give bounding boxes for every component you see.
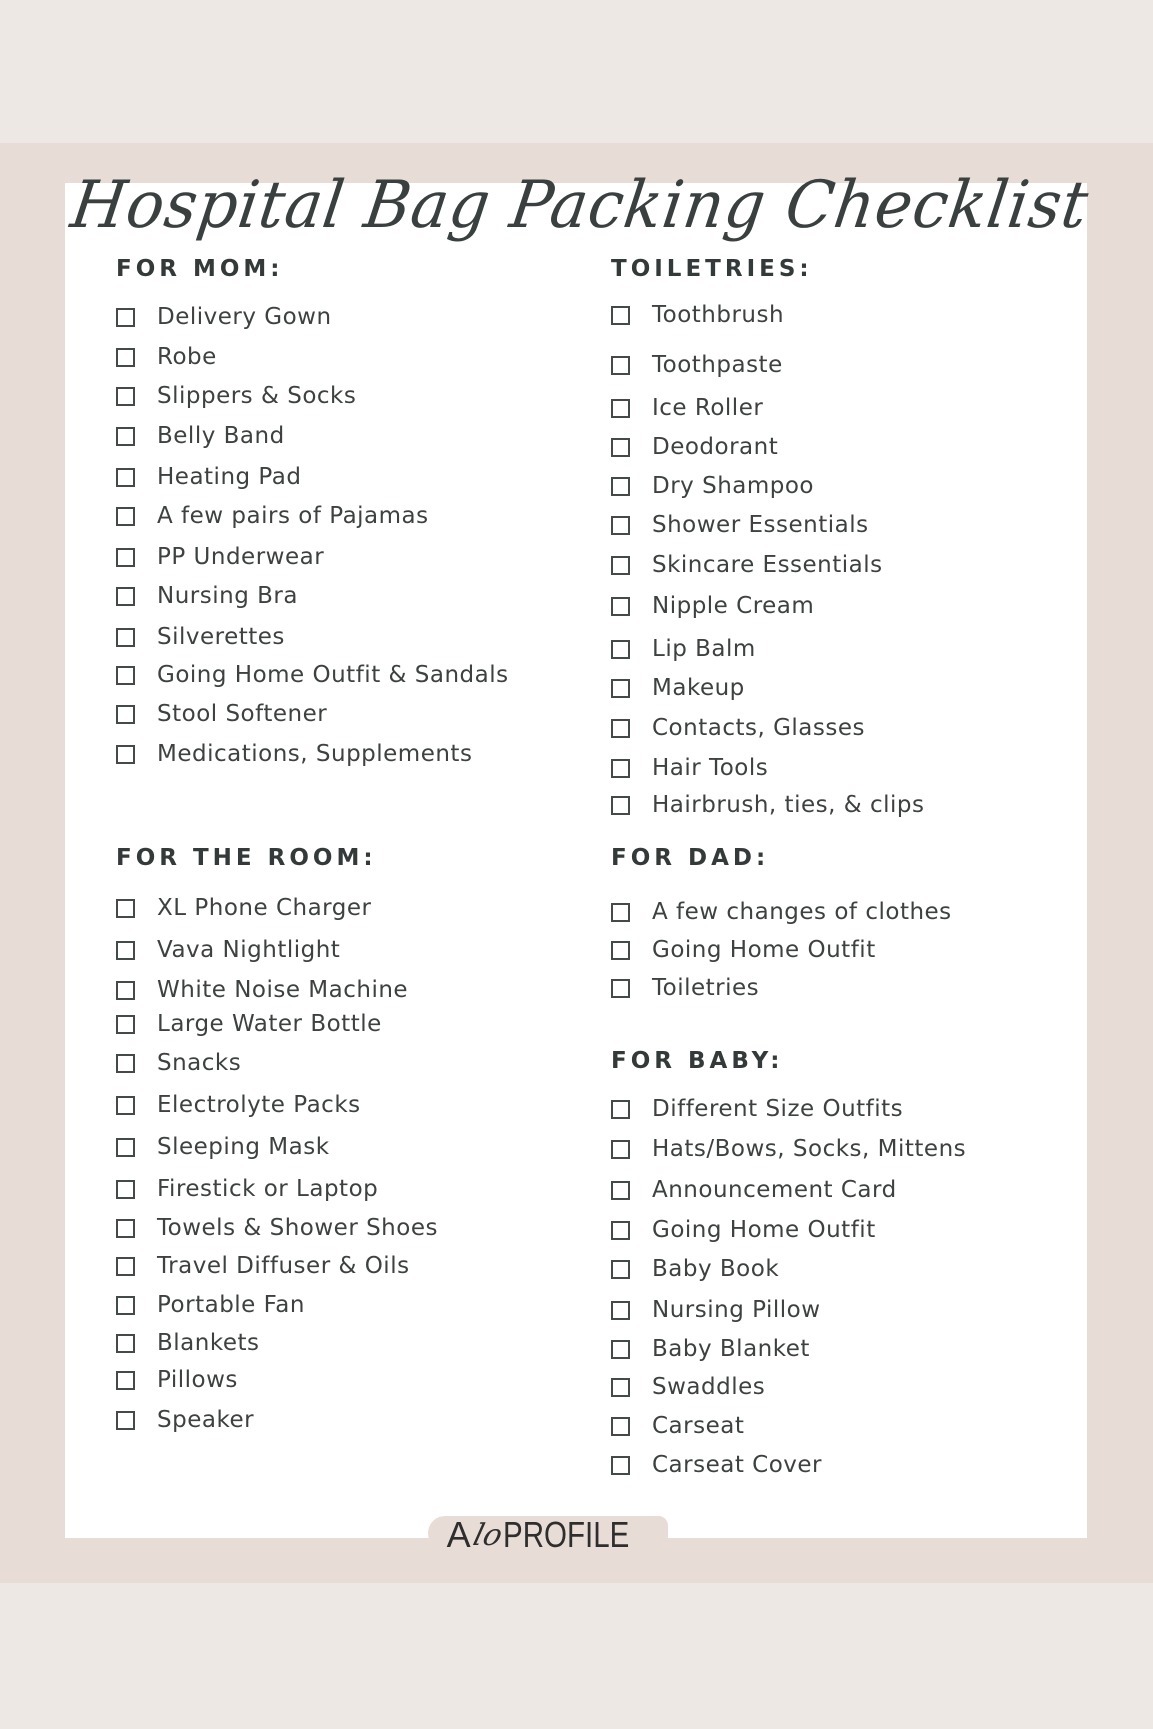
checklist-item-label: Belly Band [157,423,285,449]
checklist-item-label: Swaddles [652,1374,766,1400]
checkbox-icon[interactable] [116,1096,135,1115]
checklist-item-label: Ice Roller [652,395,764,421]
checklist-item-label: Silverettes [157,624,285,650]
checkbox-icon[interactable] [611,903,630,922]
checkbox-icon[interactable] [116,1219,135,1238]
section-heading-for-mom: FOR MOM: [116,256,284,282]
checklist-item-label: Large Water Bottle [157,1011,382,1037]
section-heading-for-dad: FOR DAD: [611,845,770,871]
checklist-item[interactable] [611,897,952,927]
checklist-item[interactable] [116,1132,330,1162]
checklist-item[interactable] [611,1175,897,1205]
logo-letter-a: A [446,1514,472,1555]
checkbox-icon[interactable] [611,438,630,457]
checkbox-icon[interactable] [611,979,630,998]
checklist-item-label: Contacts, Glasses [652,715,865,741]
checkbox-icon[interactable] [116,548,135,567]
checkbox-icon[interactable] [611,796,630,815]
checklist-item[interactable] [611,1411,744,1441]
checkbox-icon[interactable] [116,1054,135,1073]
checklist-item-label: Hats/Bows, Socks, Mittens [652,1136,967,1162]
checkbox-icon[interactable] [116,1138,135,1157]
checkbox-icon[interactable] [611,1340,630,1359]
checklist-item-label: Nipple Cream [652,593,815,619]
checkbox-icon[interactable] [116,1180,135,1199]
checkbox-icon[interactable] [116,981,135,1000]
checklist-item[interactable] [116,1009,382,1039]
checkbox-icon[interactable] [116,387,135,406]
checklist-item[interactable] [116,1048,241,1078]
checkbox-icon[interactable] [611,306,630,325]
checklist-item[interactable] [116,1251,410,1281]
checkbox-icon[interactable] [116,1334,135,1353]
checklist-item-label: Dry Shampoo [652,473,815,499]
checkbox-icon[interactable] [611,516,630,535]
checkbox-icon[interactable] [611,1260,630,1279]
checklist-item[interactable] [611,1334,810,1364]
checkbox-icon[interactable] [116,1257,135,1276]
checkbox-icon[interactable] [116,666,135,685]
checklist-item-label: Pillows [157,1367,238,1393]
logo-script-lo: lo [469,1517,506,1553]
checklist-item[interactable] [611,1254,779,1284]
logo-wordmark-profile: PROFILE [503,1514,630,1555]
checklist-item-label: A few changes of clothes [652,899,952,925]
checkbox-icon[interactable] [116,941,135,960]
checkbox-icon[interactable] [611,759,630,778]
checkbox-icon[interactable] [116,745,135,764]
section-heading-for-baby: FOR BABY: [611,1048,784,1074]
checklist-item[interactable] [116,342,217,372]
checklist-item-label: Travel Diffuser & Oils [157,1253,410,1279]
checklist-item[interactable] [611,935,876,965]
checklist-item-label: Speaker [157,1407,255,1433]
checklist-item[interactable] [116,501,429,531]
checklist-item[interactable] [611,350,783,380]
checkbox-icon[interactable] [116,1296,135,1315]
checklist-item[interactable] [611,393,763,423]
checklist-item[interactable] [116,581,298,611]
checklist-item[interactable] [611,432,778,462]
checklist-item-label: Snacks [157,1050,242,1076]
checklist-item[interactable] [611,1295,821,1325]
checklist-item-label: Lip Balm [652,636,756,662]
checklist-item[interactable] [611,1450,822,1480]
checklist-item[interactable] [611,550,883,580]
checklist-item[interactable] [116,1090,361,1120]
checkbox-icon[interactable] [611,1221,630,1240]
checkbox-icon[interactable] [611,640,630,659]
checklist-item-label: Towels & Shower Shoes [157,1215,438,1241]
checklist-item-label: XL Phone Charger [157,895,372,921]
checklist-item-label: Hair Tools [652,755,769,781]
checklist-item-label: Baby Blanket [652,1336,810,1362]
checklist-item[interactable] [116,975,408,1005]
checklist-item[interactable] [116,421,285,451]
checkbox-icon[interactable] [116,705,135,724]
checklist-item-label: Electrolyte Packs [157,1092,361,1118]
checklist-item[interactable] [611,634,756,664]
checklist-item-label: Portable Fan [157,1292,305,1318]
checklist-item[interactable] [611,1215,876,1245]
checkbox-icon[interactable] [611,1301,630,1320]
checklist-item[interactable] [116,699,327,729]
checkbox-icon[interactable] [611,941,630,960]
checkbox-icon[interactable] [116,1411,135,1430]
checklist-item-label: Different Size Outfits [652,1096,904,1122]
checkbox-icon[interactable] [611,1140,630,1159]
checklist-item-label: Makeup [652,675,745,701]
checkbox-icon[interactable] [611,597,630,616]
checkbox-icon[interactable] [116,468,135,487]
checklist-item[interactable] [611,753,768,783]
checklist-item-label: Heating Pad [157,464,302,490]
checklist-item-label: Toothbrush [652,302,785,328]
checkbox-icon[interactable] [611,1456,630,1475]
checklist-item-label: Medications, Supplements [157,741,473,767]
checkbox-icon[interactable] [611,356,630,375]
checklist-item[interactable] [116,660,509,690]
section-heading-toiletries: TOILETRIES: [611,256,813,282]
checklist-item-label: Carseat Cover [652,1452,823,1478]
checklist-item[interactable] [611,1372,765,1402]
checklist-item-label: Announcement Card [652,1177,897,1203]
checklist-item[interactable] [116,1174,378,1204]
checklist-item-label: Vava Nightlight [157,937,341,963]
checkbox-icon[interactable] [116,587,135,606]
checklist-item-label: Going Home Outfit [652,937,876,963]
checkbox-icon[interactable] [116,1015,135,1034]
checklist-item[interactable] [116,739,472,769]
checkbox-icon[interactable] [116,308,135,327]
checklist-item-label: Baby Book [652,1256,780,1282]
checkbox-icon[interactable] [611,477,630,496]
checklist-item-label: Toiletries [652,975,760,1001]
checklist-item-label: Hairbrush, ties, & clips [652,792,925,818]
checkbox-icon[interactable] [116,899,135,918]
checklist-item-label: A few pairs of Pajamas [157,503,429,529]
checkbox-icon[interactable] [611,399,630,418]
checklist-item-label: Delivery Gown [157,304,332,330]
checklist-item[interactable] [611,1134,966,1164]
checklist-item[interactable] [116,1365,238,1395]
checkbox-icon[interactable] [611,1378,630,1397]
checklist-item-label: Slippers & Socks [157,383,357,409]
checklist-item-label: Nursing Bra [157,583,298,609]
page-title: Hospital Bag Packing Checklist [66,166,1094,243]
checklist-item-label: Going Home Outfit [652,1217,876,1243]
checkbox-icon[interactable] [116,628,135,647]
checklist-item-label: Nursing Pillow [652,1297,821,1323]
checklist-item[interactable] [611,790,924,820]
checklist-item[interactable] [116,622,285,652]
checklist-item-label: Skincare Essentials [652,552,883,578]
checklist-item[interactable] [611,713,865,743]
checklist-item-label: Robe [157,344,217,370]
checkbox-icon[interactable] [611,679,630,698]
section-heading-for-the-room: FOR THE ROOM: [116,845,377,871]
checkbox-icon[interactable] [611,719,630,738]
checklist-item[interactable] [116,462,301,492]
checklist-item[interactable] [611,673,745,703]
checklist-item[interactable] [116,893,371,923]
checkbox-icon[interactable] [611,1417,630,1436]
checklist-item-label: Toothpaste [652,352,783,378]
checklist-item[interactable] [116,1213,438,1243]
checklist-item-label: PP Underwear [157,544,325,570]
alo-profile-logo [432,1510,672,1560]
checklist-item-label: White Noise Machine [157,977,409,1003]
checklist-item[interactable] [116,542,324,572]
checklist-item[interactable] [116,302,332,332]
checklist-item[interactable] [611,510,869,540]
checklist-item-label: Blankets [157,1330,260,1356]
checklist-item-label: Stool Softener [157,701,328,727]
checkbox-icon[interactable] [116,1371,135,1390]
checklist-item-label: Firestick or Laptop [157,1176,379,1202]
checkbox-icon[interactable] [116,507,135,526]
checklist-item[interactable] [611,1094,903,1124]
checklist-item[interactable] [611,591,814,621]
checkbox-icon[interactable] [611,1100,630,1119]
checklist-item-label: Shower Essentials [652,512,869,538]
checklist-item-label: Deodorant [652,434,779,460]
checklist-item[interactable] [116,1328,260,1358]
checkbox-icon[interactable] [116,427,135,446]
checklist-item[interactable] [116,1405,254,1435]
checklist-item-label: Going Home Outfit & Sandals [157,662,509,688]
checkbox-icon[interactable] [116,348,135,367]
checklist-item[interactable] [116,381,356,411]
checklist-item[interactable] [611,973,759,1003]
checkbox-icon[interactable] [611,556,630,575]
checklist-item[interactable] [611,471,814,501]
checkbox-icon[interactable] [611,1181,630,1200]
checklist-item[interactable] [116,935,340,965]
checklist-item-label: Sleeping Mask [157,1134,330,1160]
checklist-item-label: Carseat [652,1413,745,1439]
checklist-item[interactable] [611,300,784,330]
checklist-item[interactable] [116,1290,305,1320]
